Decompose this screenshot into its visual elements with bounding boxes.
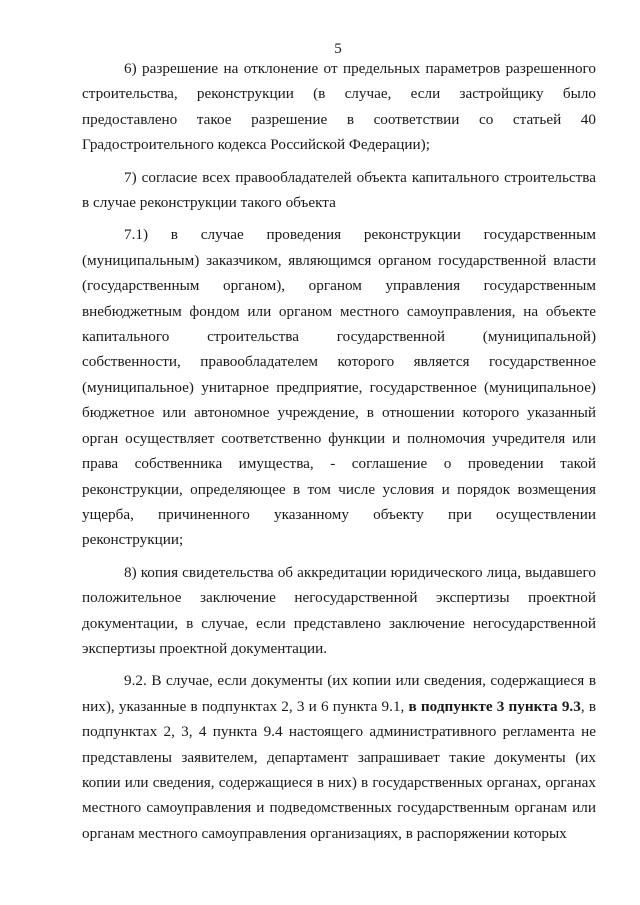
- paragraph-9-2-text-end: , в подпунктах 2, 3, 4 пункта 9.4 настоящего административного регламента не представлены заявителем, департамент запрашивает такие документы (их копии или сведения, содержащиеся в них) в государственных органах, органах местного самоуправления и подведомственных государственным органам или органам местного самоуправления организациях, в распоряжении которых: [82, 697, 596, 842]
- paragraph-item-6: 6) разрешение на отклонение от предельных параметров разрешенного строительства, реконструкции (в случае, если застройщику было предоставлено такое разрешение в соответствии со статьей 40 Градостроительного кодекса Российской Федерации);: [82, 60, 596, 154]
- paragraph-9-2-text-start: 9.2. В случае, если документы (их копии или сведения, содержащиеся в них), указанные в подпунктах 2, 3 и 6 пункта 9.1,: [82, 672, 596, 715]
- paragraph-9-2: [82, 668, 596, 846]
- paragraph-9-2-bold-reference: в подпункте 3 пункта 9.3: [408, 697, 581, 715]
- paragraph-item-7: 7) согласие всех правообладателей объекта капитального строительства в случае реконструкции такого объекта: [82, 168, 596, 212]
- paragraph-item-8: 8) копия свидетельства об аккредитации юридического лица, выдавшего положительное заключение негосударственной экспертизы проектной документации, в случае, если представлено заключение негосударственной экспертизы проектной документации.: [82, 563, 596, 657]
- paragraph-item-7-1: 7.1) в случае проведения реконструкции государственным (муниципальным) заказчиком, являющимся органом государственной власти (государственным органом), органом управления государственным внебюджетным фондом или органом местного самоуправления, на объекте капитального строительства государственной (муниципальной) собственности, правообладателем которого является государственное (муниципальное) унитарное предприятие, государственное (муниципальное) бюджетное или автономное учреждение, в отношении которого указанный орган осуществляет соответственно функции и полномочия учредителя или права собственника имущества, - соглашение о проведении такой реконструкции, определяющее в том числе условия и порядок возмещения ущерба, причиненного указанному объекту при осуществлении реконструкции;: [82, 226, 596, 549]
- page-number: 5: [334, 41, 342, 57]
- document-body: [82, 56, 596, 846]
